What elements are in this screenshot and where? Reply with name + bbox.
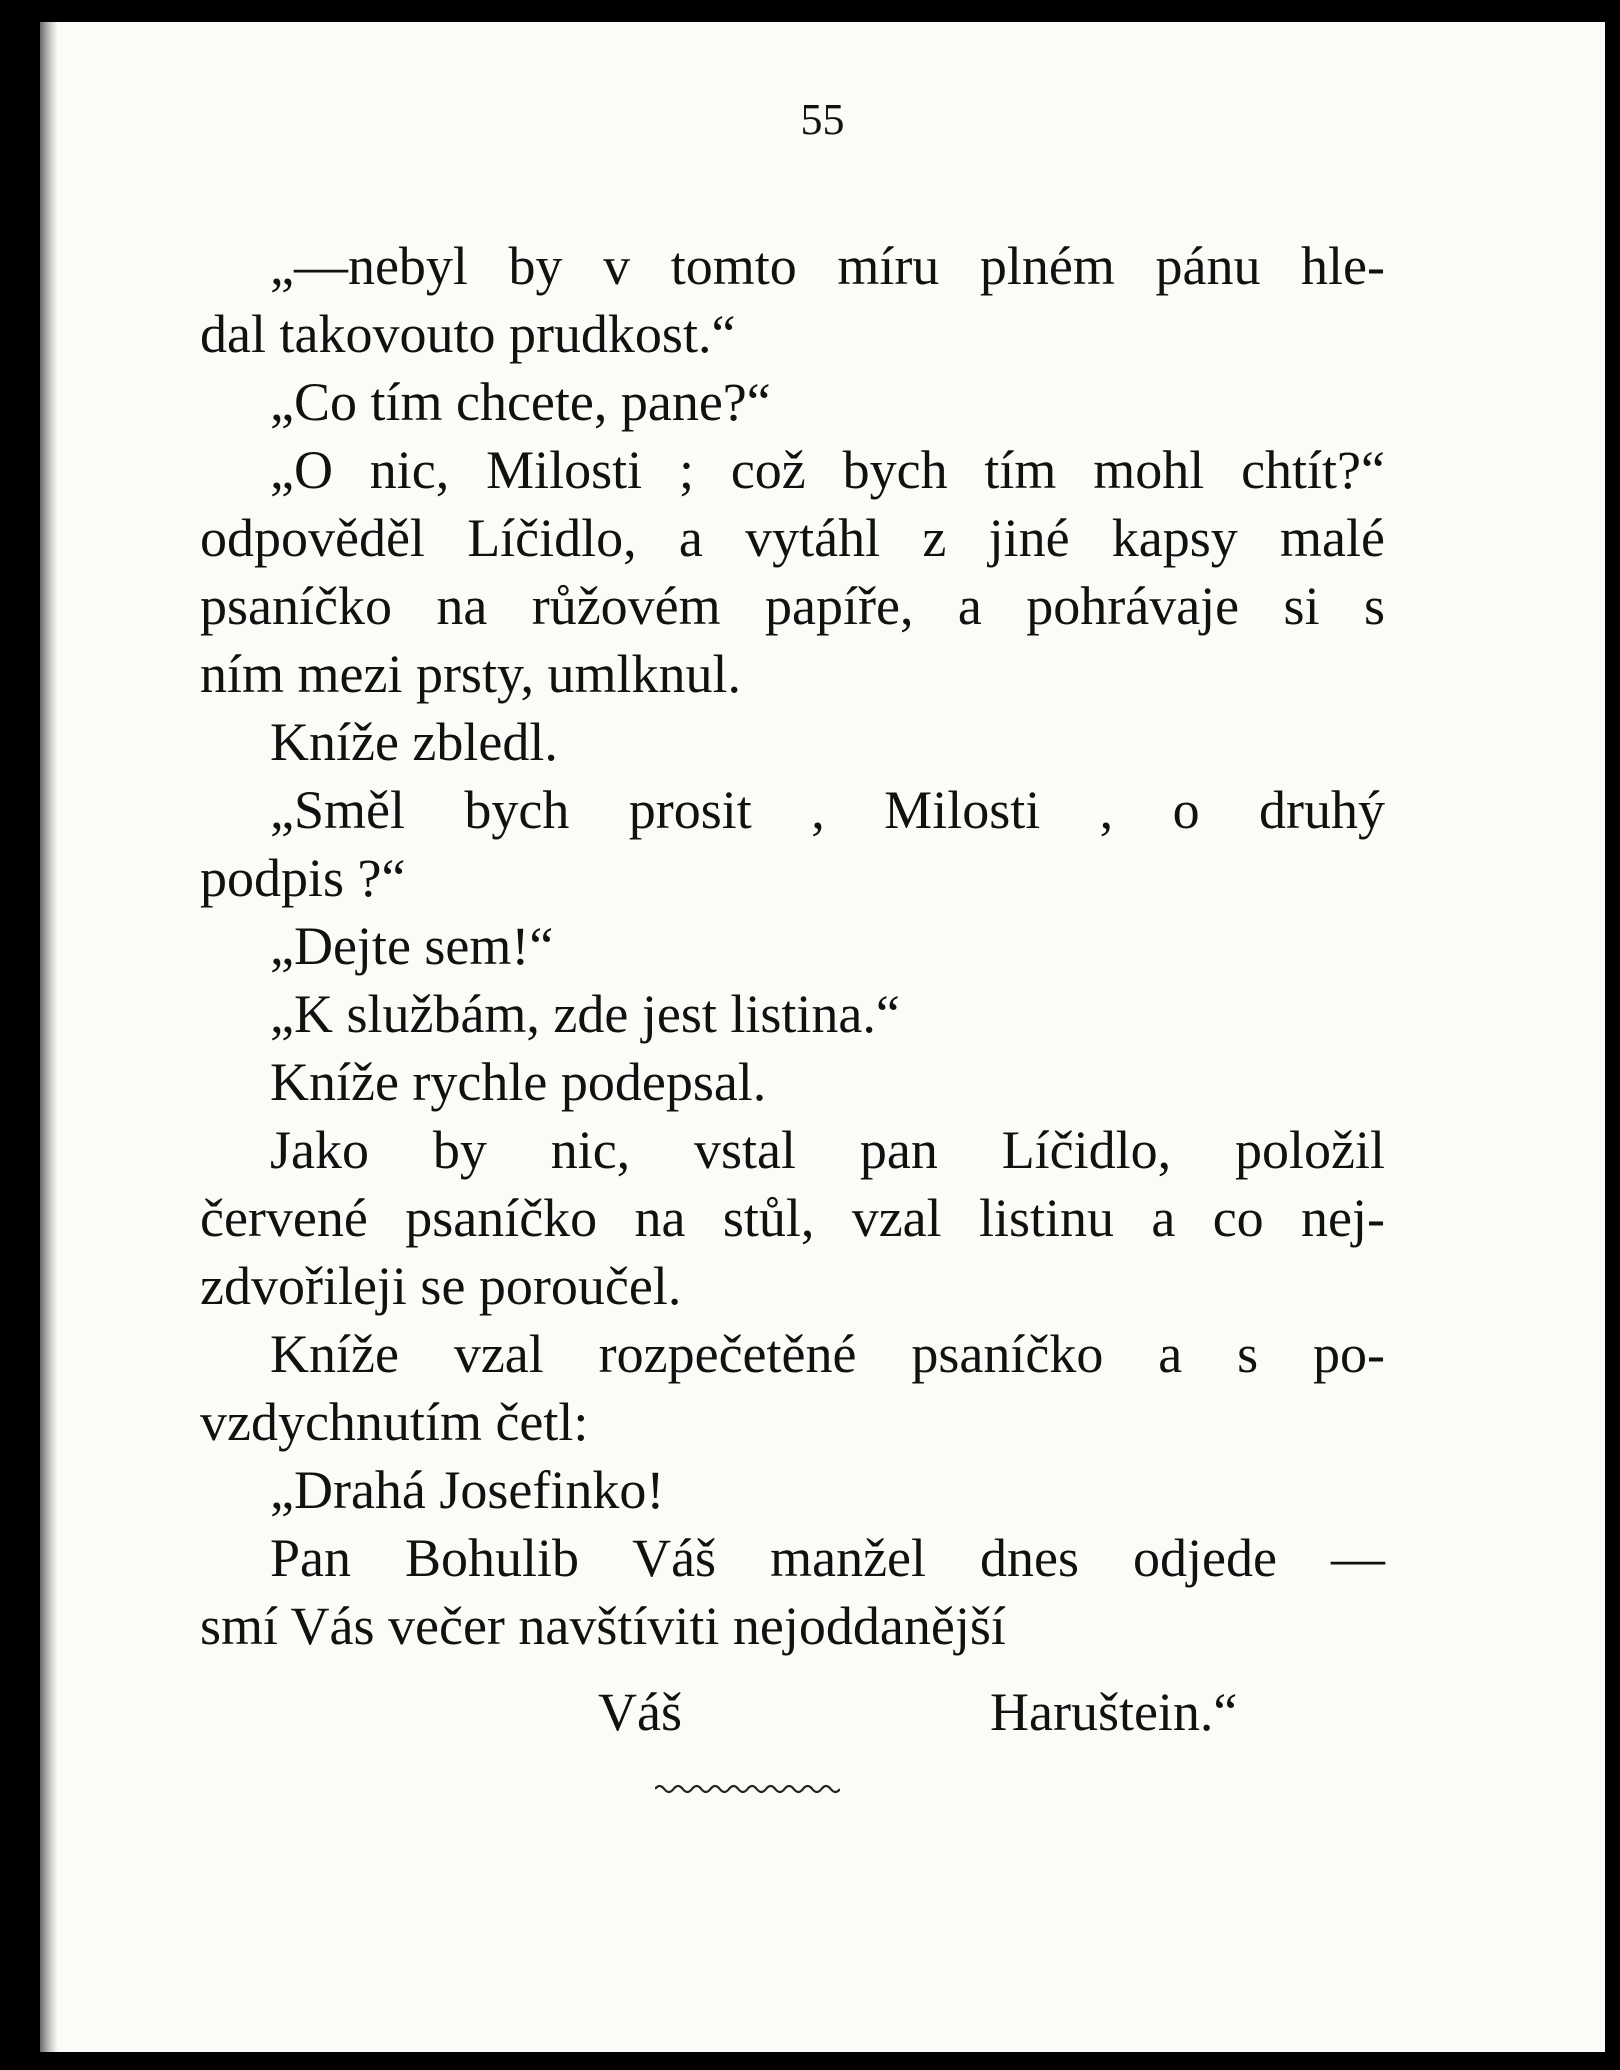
text-line-17: Kníže vzal rozpečetěné psaníčko a s po- [270,1324,1385,1384]
signature-right: Haruštein.“ [990,1682,1238,1742]
text-line-7: ním mezi prsty, umlknul. [200,644,741,704]
text-line-8: Kníže zbledl. [270,712,558,772]
text-line-15: červené psaníčko na stůl, vzal listinu a co nej- [200,1188,1385,1248]
text-line-21: smí Vás večer navštíviti nejoddanější [200,1596,1006,1656]
page-gutter-shadow [40,22,58,2052]
text-line-10: podpis ?“ [200,848,406,908]
text-line-13: Kníže rychle podepsal. [270,1052,767,1112]
text-line-19: „Drahá Josefinko! [270,1460,665,1520]
text-line-1: „—nebyl by v tomto míru plném pánu hle- [270,236,1385,296]
text-line-9: „Směl bych prosit , Milosti , o druhý [270,780,1385,840]
text-line-16: zdvořileji se poroučel. [200,1256,682,1316]
text-line-4: „O nic, Milosti ; což bych tím mohl chtít?“ [270,440,1385,500]
text-line-14: Jako by nic, vstal pan Líčidlo, položil [270,1120,1385,1180]
text-line-3: „Co tím chcete, pane?“ [270,372,771,432]
text-line-12: „K službám, zde jest listina.“ [270,984,900,1044]
wavy-ornament [655,1782,840,1796]
text-line-2: dal takovouto prudkost.“ [200,304,736,364]
text-line-18: vzdychnutím četl: [200,1392,589,1452]
signature-left: Váš [598,1682,682,1742]
page-number: 55 [800,95,845,144]
text-line-6: psaníčko na růžovém papíře, a pohrávaje si s [200,576,1385,636]
book-page [40,22,1605,2052]
text-line-20: Pan Bohulib Váš manžel dnes odjede — [270,1528,1385,1588]
text-line-5: odpověděl Líčidlo, a vytáhl z jiné kapsy malé [200,508,1385,568]
text-line-11: „Dejte sem!“ [270,916,554,976]
